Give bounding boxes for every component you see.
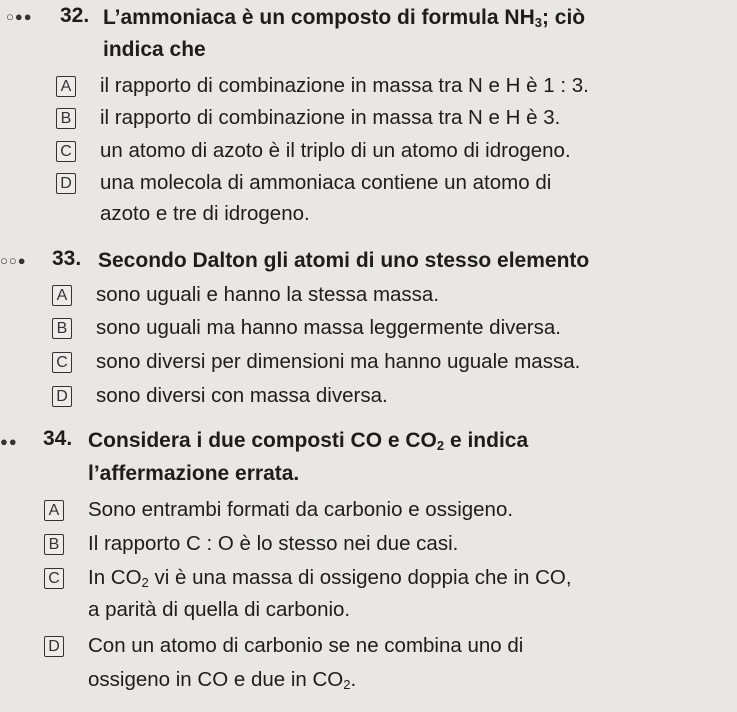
question-text-line2: l’affermazione errata.	[88, 462, 300, 485]
difficulty-dots: ○●●	[6, 9, 33, 24]
option-text: una molecola di ammoniaca contiene un atomo di	[100, 171, 552, 194]
question-number: 32.	[60, 4, 90, 27]
option-text: Con un atomo di carbonio se ne combina uno di	[88, 634, 524, 657]
question-number: 34.	[43, 427, 73, 450]
option-text: In $CO_2$ vi è una massa di ossigeno doppia che in CO,	[88, 566, 572, 590]
option-letter: B	[56, 108, 76, 129]
option-text: sono uguali e hanno la stessa massa.	[96, 283, 440, 306]
option-text: sono diversi per dimensioni ma hanno uguale massa.	[96, 350, 581, 373]
option-letter: D	[56, 173, 76, 194]
question-text: Considera i due composti CO e $CO_2$ e indica	[88, 429, 529, 453]
option-text: un atomo di azoto è il triplo di un atomo di idrogeno.	[100, 139, 571, 162]
difficulty-dots: ●●	[0, 434, 18, 449]
option-letter: D	[52, 386, 72, 407]
option-letter: C	[56, 141, 76, 162]
option-letter: D	[44, 636, 64, 657]
option-letter: A	[56, 76, 76, 97]
option-letter: A	[52, 285, 72, 306]
option-letter: C	[44, 568, 64, 589]
option-text: il rapporto di combinazione in massa tra N e H è 1 : 3.	[100, 74, 589, 97]
option-letter: B	[52, 318, 72, 339]
option-text-line2: azoto e tre di idrogeno.	[100, 202, 310, 225]
option-letter: C	[52, 352, 72, 373]
option-letter: B	[44, 534, 64, 555]
difficulty-dots: ○○●	[0, 253, 27, 268]
option-text: sono diversi con massa diversa.	[96, 384, 388, 407]
option-text: il rapporto di combinazione in massa tra N e H è 3.	[100, 106, 561, 129]
option-text-line2: a parità di quella di carbonio.	[88, 598, 351, 621]
question-text-line2: indica che	[103, 38, 206, 61]
option-letter: A	[44, 500, 64, 521]
question-text: Secondo Dalton gli atomi di uno stesso elemento	[98, 249, 590, 272]
question-text: L’ammoniaca è un composto di formula $NH_3$; ciò	[103, 6, 586, 30]
option-text: sono uguali ma hanno massa leggermente diversa.	[96, 316, 561, 339]
option-text-line2: ossigeno in CO e due in $CO_2$.	[88, 668, 357, 692]
option-text: Il rapporto C : O è lo stesso nei due casi.	[88, 532, 459, 555]
question-number: 33.	[52, 247, 82, 270]
option-text: Sono entrambi formati da carbonio e ossigeno.	[88, 498, 514, 521]
